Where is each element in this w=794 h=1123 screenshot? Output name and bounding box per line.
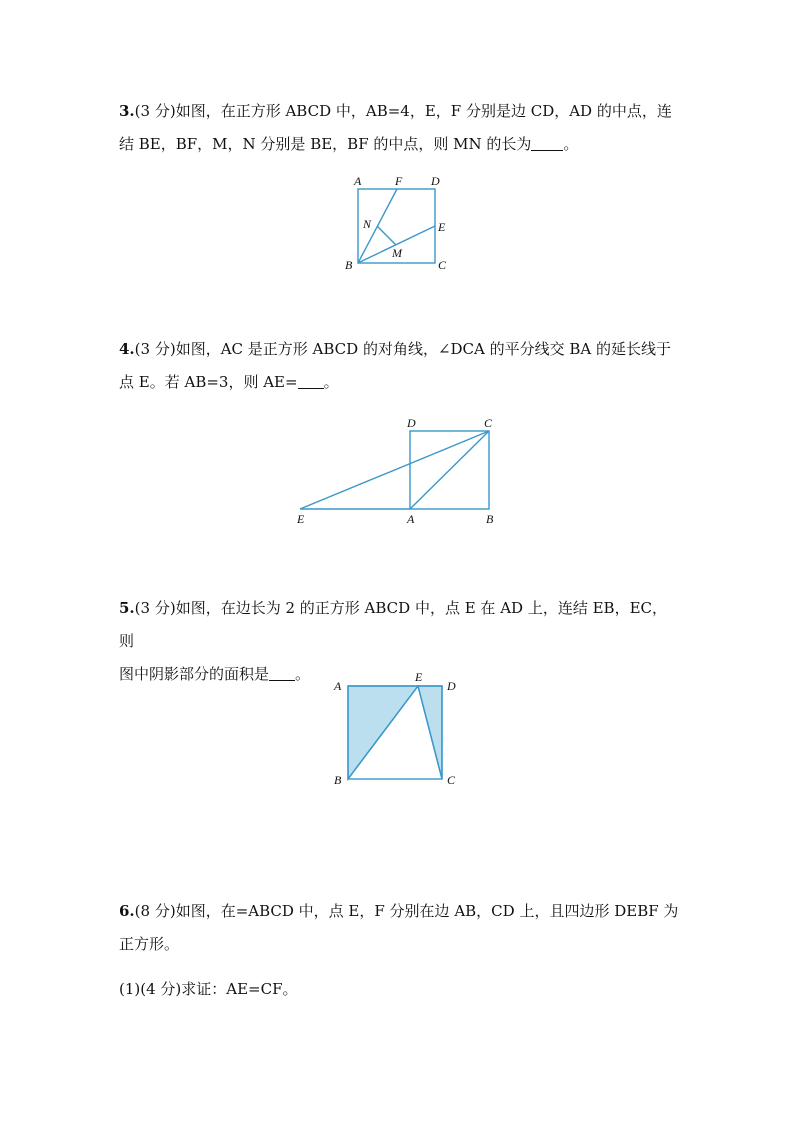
label-c: C — [438, 258, 447, 272]
question-3-line-2 — [119, 128, 679, 161]
punctuation: 。 — [295, 665, 311, 683]
label-d: D — [447, 679, 456, 693]
question-text: 结 BE，BF，M，N 分别是 BE，BF 的中点，则 MN 的长为 — [119, 135, 532, 153]
question-text: 图中阴影部分的面积是 — [119, 665, 270, 683]
question-6-sub-1 — [119, 973, 679, 1006]
label-e: E — [415, 670, 423, 684]
question-text: (3 分)如图，在正方形 ABCD 中，AB=4，E，F 分别是边 CD，AD 的中点，连 — [134, 102, 672, 120]
figure-q3 — [340, 170, 460, 280]
question-3-line-1 — [119, 95, 679, 128]
question-text: 点 E。若 AB=3，则 AE= — [119, 373, 298, 391]
answer-blank[interactable] — [298, 374, 324, 389]
label-a: A — [354, 174, 362, 188]
question-text: 正方形。 — [119, 935, 180, 953]
question-6-line-1 — [119, 895, 679, 928]
answer-blank[interactable] — [269, 666, 295, 681]
segment-ac — [410, 431, 489, 509]
question-text: (3 分)如图，AC 是正方形 ABCD 的对角线，∠DCA 的平分线交 BA 的延长线于 — [134, 340, 672, 358]
label-d: D — [431, 174, 440, 188]
question-text: (3 分)如图，在边长为 2 的正方形 ABCD 中，点 E 在 AD 上，连结 EB，EC，则 — [119, 599, 667, 650]
question-number: 3. — [119, 102, 135, 120]
label-b: B — [486, 512, 494, 526]
question-4 — [119, 333, 679, 399]
label-d: D — [407, 416, 416, 430]
question-6-line-2 — [119, 928, 679, 961]
question-5-line-1 — [119, 592, 679, 658]
label-n: N — [363, 217, 372, 231]
figure-q5 — [330, 670, 470, 795]
label-m: M — [392, 246, 402, 260]
label-a: A — [334, 679, 342, 693]
label-c: C — [484, 416, 493, 430]
question-number: 6. — [119, 902, 135, 920]
question-4-line-2 — [119, 366, 679, 399]
sub-question-text: (1)(4 分)求证：AE=CF。 — [119, 980, 298, 998]
label-e: E — [297, 512, 305, 526]
punctuation: 。 — [323, 373, 339, 391]
punctuation: 。 — [563, 135, 579, 153]
question-6 — [119, 895, 679, 1006]
figure-q4 — [290, 412, 510, 532]
question-4-line-1 — [119, 333, 679, 366]
answer-blank[interactable] — [531, 136, 563, 151]
question-number: 5. — [119, 599, 135, 617]
segment-nm — [377, 226, 396, 245]
question-3 — [119, 95, 679, 161]
question-number: 4. — [119, 340, 135, 358]
label-f: F — [395, 174, 403, 188]
segment-ec — [300, 431, 489, 509]
question-text: (8 分)如图，在=ABCD 中，点 E，F 分别在边 AB，CD 上，且四边形 DEBF 为 — [134, 902, 679, 920]
label-e: E — [438, 220, 446, 234]
label-b: B — [345, 258, 353, 272]
label-b: B — [334, 773, 342, 787]
label-c: C — [447, 773, 456, 787]
label-a: A — [407, 512, 415, 526]
